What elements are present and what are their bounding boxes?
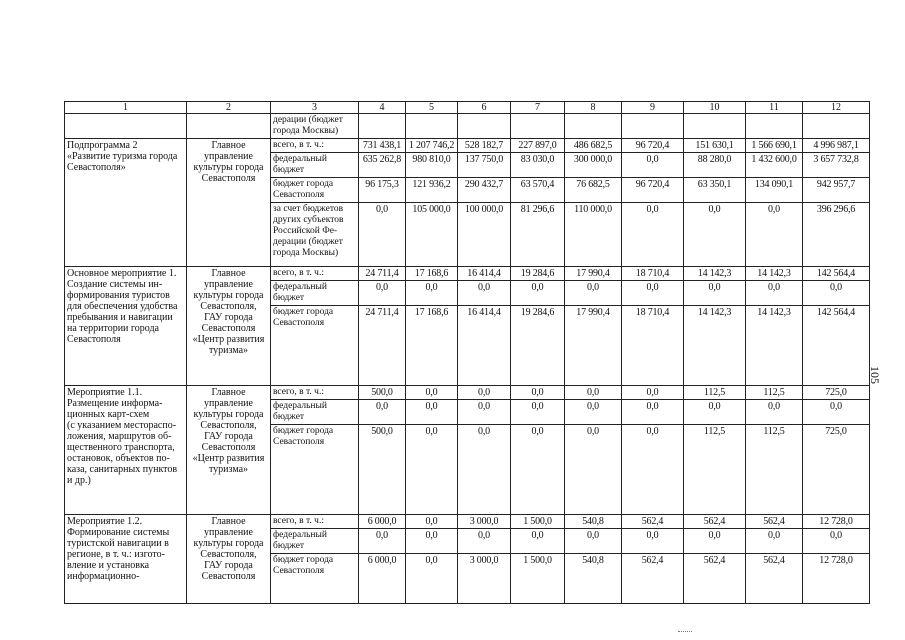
amount-cell: 63 350,1 <box>684 178 746 203</box>
empty-cell <box>746 114 803 139</box>
column-numbers-row <box>65 102 870 114</box>
amount-cell: 19 284,6 <box>511 267 565 281</box>
amount-cell: 16 414,4 <box>458 306 511 386</box>
funding-source-cell: дерации (бюджет города Москвы) <box>271 114 359 139</box>
amount-cell: 0,0 <box>406 425 458 515</box>
executor-cell: Главное управление культуры города Севастополя, ГАУ города Севастополя <box>187 515 271 604</box>
program-name-cell: Мероприятие 1.2. Формирование системы туристской навигации в регионе, в т. ч.: изгото- вление и установка информационно- <box>65 515 187 604</box>
amount-cell: 24 711,4 <box>359 267 406 281</box>
amount-cell: 0,0 <box>684 529 746 554</box>
amount-cell: 105 000,0 <box>406 203 458 267</box>
funding-source-cell: федеральный бюджет <box>271 400 359 425</box>
column-header: 5 <box>406 102 458 114</box>
amount-cell: 635 262,8 <box>359 153 406 178</box>
amount-cell: 17 168,6 <box>406 306 458 386</box>
amount-cell: 227 897,0 <box>511 139 565 153</box>
amount-cell: 0,0 <box>622 400 684 425</box>
amount-cell: 14 142,3 <box>684 267 746 281</box>
amount-cell: 12 728,0 <box>803 515 870 529</box>
amount-cell: 0,0 <box>406 529 458 554</box>
amount-cell: 486 682,5 <box>565 139 622 153</box>
amount-cell: 16 414,4 <box>458 267 511 281</box>
amount-cell: 151 630,1 <box>684 139 746 153</box>
amount-cell: 3 657 732,8 <box>803 153 870 178</box>
amount-cell: 19 284,6 <box>511 306 565 386</box>
amount-cell: 142 564,4 <box>803 267 870 281</box>
amount-cell: 0,0 <box>684 203 746 267</box>
amount-cell: 96 720,4 <box>622 178 684 203</box>
executor-cell: Главное управление культуры города Севастополя, ГАУ города Севастополя «Центр развития туризма» <box>187 386 271 515</box>
column-header: 9 <box>622 102 684 114</box>
amount-cell: 18 710,4 <box>622 306 684 386</box>
amount-cell: 300 000,0 <box>565 153 622 178</box>
amount-cell: 1 432 600,0 <box>746 153 803 178</box>
amount-cell: 96 720,4 <box>622 139 684 153</box>
empty-cell <box>406 114 458 139</box>
amount-cell: 0,0 <box>406 400 458 425</box>
program-name-cell: Подпрограмма 2 «Развитие туризма города Севастополя» <box>65 139 187 267</box>
executor-cell: Главное управление культуры города Севастополя, ГАУ города Севастополя «Центр развития туризма» <box>187 267 271 386</box>
amount-cell: 18 710,4 <box>622 267 684 281</box>
amount-cell: 500,0 <box>359 386 406 400</box>
amount-cell: 0,0 <box>622 281 684 306</box>
scan-artifact <box>678 631 692 636</box>
amount-cell: 14 142,3 <box>684 306 746 386</box>
empty-cell <box>622 114 684 139</box>
amount-cell: 112,5 <box>746 386 803 400</box>
column-header: 11 <box>746 102 803 114</box>
empty-cell <box>187 114 271 139</box>
funding-source-cell: федеральный бюджет <box>271 153 359 178</box>
amount-cell: 4 996 987,1 <box>803 139 870 153</box>
column-header: 4 <box>359 102 406 114</box>
amount-cell: 0,0 <box>511 400 565 425</box>
amount-cell: 0,0 <box>406 386 458 400</box>
amount-cell: 137 750,0 <box>458 153 511 178</box>
amount-cell: 76 682,5 <box>565 178 622 203</box>
empty-cell <box>565 114 622 139</box>
amount-cell: 1 500,0 <box>511 554 565 604</box>
funding-source-cell: всего, в т. ч.: <box>271 386 359 400</box>
amount-cell: 88 280,0 <box>684 153 746 178</box>
table-row <box>65 267 870 281</box>
empty-cell <box>803 114 870 139</box>
amount-cell: 0,0 <box>803 400 870 425</box>
amount-cell: 0,0 <box>684 281 746 306</box>
amount-cell: 0,0 <box>622 529 684 554</box>
budget-table <box>64 101 870 604</box>
amount-cell: 0,0 <box>458 281 511 306</box>
amount-cell: 112,5 <box>684 425 746 515</box>
amount-cell: 0,0 <box>565 425 622 515</box>
empty-cell <box>458 114 511 139</box>
amount-cell: 6 000,0 <box>359 515 406 529</box>
column-header: 3 <box>271 102 359 114</box>
column-header: 12 <box>803 102 870 114</box>
program-name-cell: Мероприятие 1.1. Размещение информа- ционных карт-схем (с указанием местораспо- ложения, маршрутов об- щественного транспорта, остановок, объектов по- каза, санитарных пунктов и др.) <box>65 386 187 515</box>
empty-cell <box>65 114 187 139</box>
amount-cell: 110 000,0 <box>565 203 622 267</box>
amount-cell: 81 296,6 <box>511 203 565 267</box>
amount-cell: 725,0 <box>803 386 870 400</box>
amount-cell: 0,0 <box>565 386 622 400</box>
amount-cell: 980 810,0 <box>406 153 458 178</box>
amount-cell: 14 142,3 <box>746 306 803 386</box>
amount-cell: 0,0 <box>622 386 684 400</box>
amount-cell: 1 566 690,1 <box>746 139 803 153</box>
amount-cell: 96 175,3 <box>359 178 406 203</box>
amount-cell: 0,0 <box>406 281 458 306</box>
empty-cell <box>511 114 565 139</box>
amount-cell: 0,0 <box>458 400 511 425</box>
amount-cell: 0,0 <box>746 400 803 425</box>
amount-cell: 562,4 <box>684 515 746 529</box>
amount-cell: 0,0 <box>511 281 565 306</box>
program-name-cell: Основное мероприятие 1. Создание системы ин- формирования туристов для обеспечения удобства пребывания и навигации на территории города Севастополя <box>65 267 187 386</box>
table-row <box>65 139 870 153</box>
continuation-row <box>65 114 870 139</box>
funding-source-cell: федеральный бюджет <box>271 529 359 554</box>
amount-cell: 14 142,3 <box>746 267 803 281</box>
amount-cell: 0,0 <box>458 529 511 554</box>
amount-cell: 725,0 <box>803 425 870 515</box>
amount-cell: 500,0 <box>359 425 406 515</box>
amount-cell: 0,0 <box>746 529 803 554</box>
funding-source-cell: всего, в т. ч.: <box>271 515 359 529</box>
empty-cell <box>359 114 406 139</box>
amount-cell: 1 500,0 <box>511 515 565 529</box>
amount-cell: 562,4 <box>622 515 684 529</box>
column-header: 1 <box>65 102 187 114</box>
amount-cell: 562,4 <box>746 554 803 604</box>
amount-cell: 0,0 <box>359 400 406 425</box>
amount-cell: 0,0 <box>458 425 511 515</box>
amount-cell: 0,0 <box>622 203 684 267</box>
column-header: 8 <box>565 102 622 114</box>
amount-cell: 83 030,0 <box>511 153 565 178</box>
amount-cell: 17 990,4 <box>565 267 622 281</box>
amount-cell: 0,0 <box>458 386 511 400</box>
funding-source-cell: всего, в т. ч.: <box>271 139 359 153</box>
amount-cell: 528 182,7 <box>458 139 511 153</box>
amount-cell: 0,0 <box>406 554 458 604</box>
amount-cell: 0,0 <box>565 400 622 425</box>
amount-cell: 0,0 <box>406 515 458 529</box>
amount-cell: 731 438,1 <box>359 139 406 153</box>
amount-cell: 0,0 <box>622 425 684 515</box>
amount-cell: 100 000,0 <box>458 203 511 267</box>
amount-cell: 562,4 <box>684 554 746 604</box>
amount-cell: 290 432,7 <box>458 178 511 203</box>
funding-source-cell: бюджет города Севастополя <box>271 425 359 515</box>
amount-cell: 562,4 <box>746 515 803 529</box>
amount-cell: 0,0 <box>565 529 622 554</box>
amount-cell: 3 000,0 <box>458 515 511 529</box>
amount-cell: 3 000,0 <box>458 554 511 604</box>
amount-cell: 0,0 <box>622 153 684 178</box>
amount-cell: 0,0 <box>511 386 565 400</box>
funding-source-cell: бюджет города Севастополя <box>271 554 359 604</box>
amount-cell: 0,0 <box>746 281 803 306</box>
amount-cell: 17 168,6 <box>406 267 458 281</box>
funding-source-cell: всего, в т. ч.: <box>271 267 359 281</box>
amount-cell: 112,5 <box>684 386 746 400</box>
column-header: 7 <box>511 102 565 114</box>
column-header: 6 <box>458 102 511 114</box>
amount-cell: 134 090,1 <box>746 178 803 203</box>
amount-cell: 0,0 <box>359 281 406 306</box>
executor-cell: Главное управление культуры города Севастополя <box>187 139 271 267</box>
amount-cell: 17 990,4 <box>565 306 622 386</box>
funding-source-cell: бюджет города Севастополя <box>271 306 359 386</box>
amount-cell: 6 000,0 <box>359 554 406 604</box>
amount-cell: 142 564,4 <box>803 306 870 386</box>
funding-source-cell: за счет бюджетов других субъектов Российской Фе- дерации (бюджет города Москвы) <box>271 203 359 267</box>
amount-cell: 0,0 <box>511 425 565 515</box>
funding-source-cell: федеральный бюджет <box>271 281 359 306</box>
amount-cell: 540,8 <box>565 515 622 529</box>
amount-cell: 0,0 <box>803 529 870 554</box>
amount-cell: 942 957,7 <box>803 178 870 203</box>
amount-cell: 540,8 <box>565 554 622 604</box>
funding-source-cell: бюджет города Севастополя <box>271 178 359 203</box>
amount-cell: 24 711,4 <box>359 306 406 386</box>
table-row <box>65 386 870 400</box>
amount-cell: 562,4 <box>622 554 684 604</box>
column-header: 2 <box>187 102 271 114</box>
page-number: 105 <box>868 366 882 384</box>
amount-cell: 0,0 <box>746 203 803 267</box>
amount-cell: 0,0 <box>803 281 870 306</box>
amount-cell: 121 936,2 <box>406 178 458 203</box>
amount-cell: 12 728,0 <box>803 554 870 604</box>
amount-cell: 1 207 746,2 <box>406 139 458 153</box>
amount-cell: 0,0 <box>684 400 746 425</box>
amount-cell: 0,0 <box>565 281 622 306</box>
empty-cell <box>684 114 746 139</box>
amount-cell: 63 570,4 <box>511 178 565 203</box>
amount-cell: 396 296,6 <box>803 203 870 267</box>
column-header: 10 <box>684 102 746 114</box>
amount-cell: 112,5 <box>746 425 803 515</box>
amount-cell: 0,0 <box>511 529 565 554</box>
table-row <box>65 515 870 529</box>
amount-cell: 0,0 <box>359 529 406 554</box>
amount-cell: 0,0 <box>359 203 406 267</box>
